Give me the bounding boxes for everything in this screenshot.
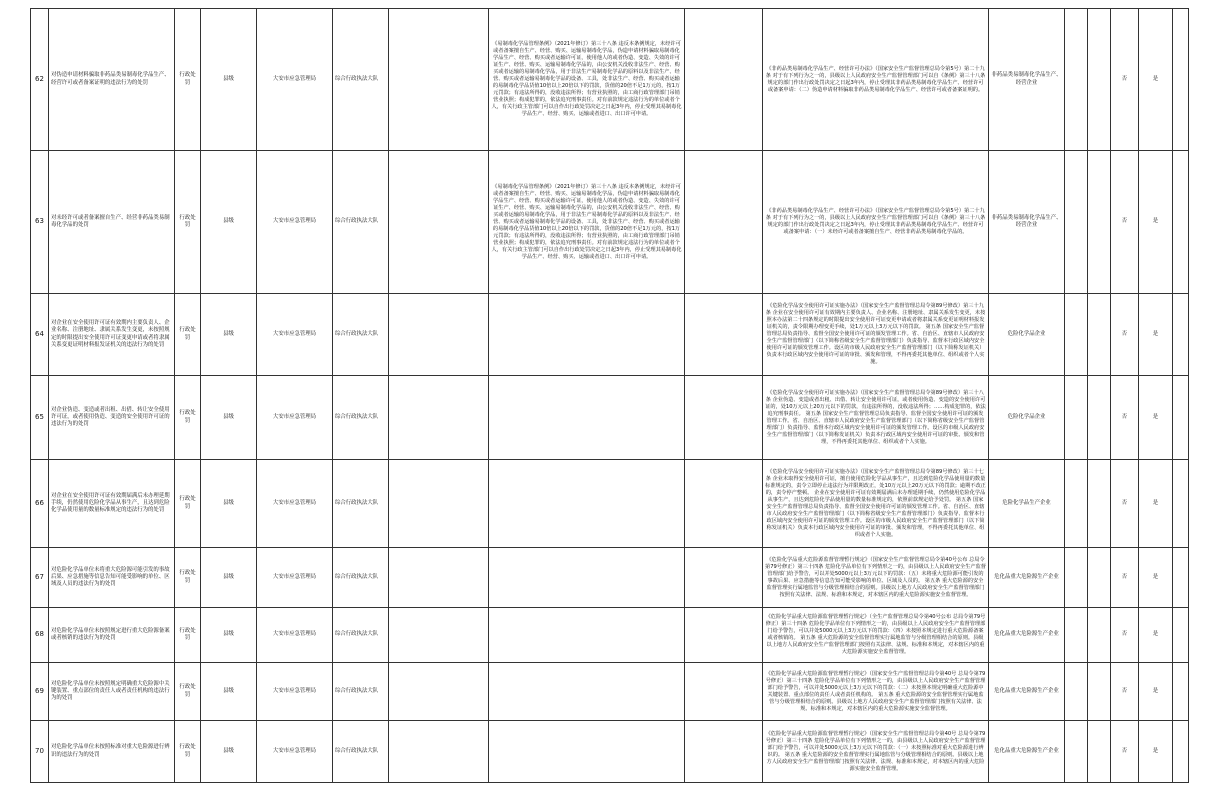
legal-basis: 《易制毒化学品管理条例》（2021年修订）第三十八条 违反本条例规定，未经许可或者备案擅自生产、经营、购买、运输易制毒化学品，伪造申请材料骗取易制毒化学品生产、经营、购买或者运输许可证，使用他人的或者伪造、变造、失效的许可证生产、经营、购买、运输易制毒化学品的，由公安机关没收非法生产、经营、购买或者运输的易制毒化学品，用于非法生产易制毒化学品的原料以及非法生产、经营、购买或者运输易制毒化学品的设备、工具，处非法生产、经营、购买或者运输的易制毒化学品货值10倍以上20倍以下的罚款，货值的20倍不足1万元的，按1万元罚款；有违法所得的，没收违法所得；有营业执照的，由工商行政管理部门吊销营业执照；构成犯罪的，依法追究刑事责任。对有前款规定违法行为的单位或者个人，有关行政主管部门可以自作出行政处罚决定之日起3年内，停止受理其易制毒化学品生产、经营、购买、运输或者进口、出口许可申请。 <box>489 151 685 294</box>
table-row <box>31 9 1189 151</box>
table-row <box>31 294 1189 376</box>
empty-cell <box>1173 294 1189 376</box>
table-row <box>31 151 1189 294</box>
flag-yes: 是 <box>1139 663 1173 721</box>
legal-basis <box>489 460 685 548</box>
table-row <box>31 460 1189 548</box>
regulation-text: 《危险化学品安全使用许可证实施办法》（国家安全生产监督管理总局令第89号修改）第三十七条 企业未取得安全使用许可证，擅自使用危险化学品从事生产，且达到危险化学品使用量的数量标准规定的，责令立即停止违法行为并限期改正，处10万元以上20万元以下的罚款；逾期不改正的，责令停产整顿。 企业在安全使用许可证有效期届满后未办理延期手续，仍然使用危险化学品从事生产，且达到危险化学品使用量的数量标准规定的，依照前款规定给予处罚。 第五条 国家安全生产监督管理总局负责指导、监督全国安全使用许可证的颁发管理工作。省、自治区、直辖市人民政府安全生产监督管理部门（以下简称省级安全生产监督管理部门）负责指导、监督本行政区域内安全使用许可证的颁发管理工作。设区的市级人民政府安全生产监督管理部门（以下简称发证机关）负责本行政区域内安全使用许可证的审批、颁发和管理，不得再委托其他单位、组织或者个人实施。 <box>763 460 989 548</box>
empty-cell <box>685 376 763 460</box>
target-subject: 非药品类易制毒化学品生产、经营企业 <box>989 9 1065 151</box>
enforcement-unit: 综合行政执法大队 <box>333 721 389 783</box>
regulation-text: 《非药品类易制毒化学品生产、经营许可办法》（国家安全生产监督管理总局令第5号）第二十九条 对于有下列行为之一的，县级以上人民政府安全生产监督管理部门可以自《条例》第三十八条规定的部门作出行政处罚决定之日起3年内，停止受理其非药品类易制毒化学品生产、经营许可或备案申请：（一）未经许可或者备案擅自生产、经营非药品类易制毒化学品的。 <box>763 151 989 294</box>
item-type: 行政处罚 <box>175 548 201 608</box>
empty-cell <box>1065 663 1088 721</box>
empty-cell <box>685 608 763 663</box>
enforcement-unit: 综合行政执法大队 <box>333 608 389 663</box>
row-number: 68 <box>31 608 49 663</box>
legal-basis <box>489 721 685 783</box>
empty-cell <box>389 376 489 460</box>
regulation-text: 《危险化学品重大危险源监督管理暂行规定》（全生产监督管理总局令第40号公布 总局令第79号修正）第三十四条 危险化学品单位有下列情形之一的，由县级以上人民政府安全生产监督管理部门给予警告，可以并处5000元以上3万元以下的罚款：（四）未按照本规定进行重大危险源备案或者核销的。 第五条 重大危险源的安全监督管理实行属地监管与分级管理相结合的原则。县级以上地方人民政府安全生产监督管理部门按照有关法律、法规、标准和本规定，对本辖区内的重大危险源实施安全监督管理。 <box>763 608 989 663</box>
exercise-level: 县级 <box>201 294 257 376</box>
regulation-text: 《非药品类易制毒化学品生产、经营许可办法》（国家安全生产监督管理总局令第5号）第二十九条 对于有下列行为之一的，县级以上人民政府安全生产监督管理部门可以自《条例》第三十八条规定的部门作出行政处罚决定之日起3年内，停止受理其非药品类易制毒化学品生产、经营许可或备案申请：（二）伪造申请材料骗取非药品类易制毒化学品生产、经营许可或者备案证明的。 <box>763 9 989 151</box>
department: 大安市应急管理局 <box>257 548 333 608</box>
legal-basis <box>489 663 685 721</box>
empty-cell <box>1088 608 1111 663</box>
empty-cell <box>1173 721 1189 783</box>
row-number: 63 <box>31 151 49 294</box>
table-row <box>31 548 1189 608</box>
item-type: 行政处罚 <box>175 721 201 783</box>
item-name: 对危险化学品单位未按照标准对重大危险源进行辨识的违法行为的处罚 <box>49 721 175 783</box>
item-type: 行政处罚 <box>175 9 201 151</box>
target-subject: 危险化学品生产企业 <box>989 460 1065 548</box>
power-list-table <box>30 8 1189 783</box>
table-row <box>31 376 1189 460</box>
empty-cell <box>389 9 489 151</box>
empty-cell <box>1088 151 1111 294</box>
regulation-text: 《危险化学品重大危险源监督管理暂行规定》（国家安全生产监督管理总局令第40号 总局令第79号修正）第三十四条 危险化学品单位有下列情形之一的，由县级以上人民政府安全生产监督管理部门给予警告，可以并处5000元以上3万元以下的罚款：（一）未按照标准对重大危险源进行辨识的。 第五条 重大危险源的安全监督管理实行属地监管与分级管理相结合的原则。县级以上地方人民政府安全生产监督管理部门按照有关法律、法规、标准和本规定，对本辖区内的重大危险源实施安全监督管理。 <box>763 721 989 783</box>
empty-cell <box>1173 9 1189 151</box>
table-row <box>31 721 1189 783</box>
item-name: 对危险化学品单位未按照规定进行重大危险源备案或者核销的违法行为的处罚 <box>49 608 175 663</box>
flag-yes: 是 <box>1139 9 1173 151</box>
legal-basis: 《易制毒化学品管理条例》（2021年修订）第三十八条 违反本条例规定，未经许可或者备案擅自生产、经营、购买、运输易制毒化学品，伪造申请材料骗取易制毒化学品生产、经营、购买或者运输许可证，使用他人的或者伪造、变造、失效的许可证生产、经营、购买、运输易制毒化学品的，由公安机关没收非法生产、经营、购买或者运输的易制毒化学品，用于非法生产易制毒化学品的原料以及非法生产、经营、购买或者运输易制毒化学品的设备、工具，处非法生产、经营、购买或者运输的易制毒化学品货值10倍以上20倍以下的罚款，货值的20倍不足1万元的，按1万元罚款；有违法所得的，没收违法所得；有营业执照的，由工商行政管理部门吊销营业执照；构成犯罪的，依法追究刑事责任。对有前款规定违法行为的单位或者个人，有关行政主管部门可以自作出行政处罚决定之日起3年内，停止受理其易制毒化学品生产、经营、购买、运输或者进口、出口许可申请。 <box>489 9 685 151</box>
row-number: 70 <box>31 721 49 783</box>
empty-cell <box>1065 9 1088 151</box>
empty-cell <box>389 294 489 376</box>
empty-cell <box>1065 376 1088 460</box>
exercise-level: 县级 <box>201 151 257 294</box>
empty-cell <box>389 721 489 783</box>
empty-cell <box>1173 376 1189 460</box>
target-subject: 非药品类易制毒化学品生产、经营企业 <box>989 151 1065 294</box>
department: 大安市应急管理局 <box>257 721 333 783</box>
empty-cell <box>685 151 763 294</box>
department: 大安市应急管理局 <box>257 151 333 294</box>
flag-yes: 是 <box>1139 376 1173 460</box>
empty-cell <box>1088 376 1111 460</box>
empty-cell <box>1173 663 1189 721</box>
enforcement-unit: 综合行政执法大队 <box>333 294 389 376</box>
target-subject: 危化品重大危险源生产企业 <box>989 608 1065 663</box>
empty-cell <box>1088 663 1111 721</box>
flag-yes: 是 <box>1139 151 1173 294</box>
item-type: 行政处罚 <box>175 294 201 376</box>
empty-cell <box>1065 294 1088 376</box>
row-number: 67 <box>31 548 49 608</box>
flag-yes: 是 <box>1139 294 1173 376</box>
empty-cell <box>1065 721 1088 783</box>
flag-no: 否 <box>1111 294 1139 376</box>
row-number: 64 <box>31 294 49 376</box>
exercise-level: 县级 <box>201 376 257 460</box>
flag-no: 否 <box>1111 151 1139 294</box>
flag-no: 否 <box>1111 9 1139 151</box>
exercise-level: 县级 <box>201 460 257 548</box>
legal-basis <box>489 608 685 663</box>
item-type: 行政处罚 <box>175 376 201 460</box>
item-name: 对未经许可或者备案擅自生产、经营非药品类易制毒化学品的处罚 <box>49 151 175 294</box>
item-name: 对企业伪造、变造或者出租、出借、转让安全使用许可证，或者使用伪造、变造的安全使用许可证的违法行为的处罚 <box>49 376 175 460</box>
flag-no: 否 <box>1111 376 1139 460</box>
legal-basis <box>489 294 685 376</box>
item-type: 行政处罚 <box>175 608 201 663</box>
flag-no: 否 <box>1111 608 1139 663</box>
regulation-text: 《危险化学品重大危险源监督管理暂行规定》（国家安全生产监督管理总局令第40号公布 总局令第79号修正）第三十四条 危险化学品单位有下列情形之一的，由县级以上人民政府安全生产监督管理部门给予警告，可以并处5000元以上3万元以下的罚款：（五）未将重大危险源可能引发的事故后果、应急措施等信息告知可能受影响的单位、区域及人员的。 第五条 重大危险源的安全监督管理实行属地监管与分级管理相结合的原则。县级以上地方人民政府安全生产监督管理部门按照有关法律、法规、标准和本规定，对本辖区内的重大危险源实施安全监督管理。 <box>763 548 989 608</box>
empty-cell <box>1065 548 1088 608</box>
target-subject: 危险化学品企业 <box>989 376 1065 460</box>
row-number: 66 <box>31 460 49 548</box>
exercise-level: 县级 <box>201 663 257 721</box>
row-number: 65 <box>31 376 49 460</box>
item-name: 对危险化学品单位未将重大危险源可能引发的事故后果、应急措施等信息告知可能受影响的单位、区域及人员的违法行为的处罚 <box>49 548 175 608</box>
legal-basis <box>489 548 685 608</box>
empty-cell <box>1088 548 1111 608</box>
empty-cell <box>685 548 763 608</box>
regulation-text: 《危险化学品安全使用许可证实施办法》（国家安全生产监督管理总局令第89号修改）第三十九条 企业在安全使用许可证有效期内主要负责人、企业名称、注册地址、隶属关系发生变更，未按照本办法第二十四条规定的时限提出安全使用许可证变更申请或者将隶属关系变更证明材料报发证机关的，责令限期办理变更手续，处1万元以上3万元以下的罚款。 第五条 国家安全生产监督管理总局负责指导、监督全国安全使用许可证的颁发管理工作。省、自治区、直辖市人民政府安全生产监督管理部门（以下简称省级安全生产监督管理部门）负责指导、监督本行政区域内安全使用许可证的颁发管理工作。设区的市级人民政府安全生产监督管理部门（以下简称发证机关）负责本行政区域内安全使用许可证的审批、颁发和管理，不得再委托其他单位、组织或者个人实施。 <box>763 294 989 376</box>
item-type: 行政处罚 <box>175 663 201 721</box>
regulation-text: 《危险化学品安全使用许可证实施办法》（国家安全生产监督管理总局令第89号修改）第三十八条 企业伪造、变造或者出租、出借、转让安全使用许可证，或者使用伪造、变造的安全使用许可证的，处10万元以上20万元以下的罚款，有违法所得的，没收违法所得；……构成犯罪的，依法追究刑事责任。 第五条 国家安全生产监督管理总局负责指导、监督全国安全使用许可证的颁发管理工作。省、自治区、直辖市人民政府安全生产监督管理部门（以下简称省级安全生产监督管理部门）负责指导、监督本行政区域内安全使用许可证的颁发管理工作。设区的市级人民政府安全生产监督管理部门（以下简称发证机关）负责本行政区域内安全使用许可证的审批、颁发和管理，不得再委托其他单位、组织或者个人实施。 <box>763 376 989 460</box>
item-name: 对企业在安全使用许可证有效期内主要负责人、企业名称、注册地址、隶属关系发生变更，未按照规定的时限提出安全使用许可证变更申请或者将隶属关系变更证明材料报发证机关的违法行为的处罚 <box>49 294 175 376</box>
exercise-level: 县级 <box>201 548 257 608</box>
flag-yes: 是 <box>1139 721 1173 783</box>
target-subject: 危化品重大危险源生产企业 <box>989 548 1065 608</box>
flag-no: 否 <box>1111 548 1139 608</box>
flag-no: 否 <box>1111 663 1139 721</box>
empty-cell <box>1088 721 1111 783</box>
enforcement-unit: 综合行政执法大队 <box>333 663 389 721</box>
target-subject: 危化品重大危险源生产企业 <box>989 721 1065 783</box>
empty-cell <box>1173 608 1189 663</box>
row-number: 62 <box>31 9 49 151</box>
flag-yes: 是 <box>1139 608 1173 663</box>
empty-cell <box>389 151 489 294</box>
empty-cell <box>389 663 489 721</box>
empty-cell <box>389 608 489 663</box>
table-body <box>31 9 1189 783</box>
empty-cell <box>1088 460 1111 548</box>
empty-cell <box>685 460 763 548</box>
department: 大安市应急管理局 <box>257 294 333 376</box>
enforcement-unit: 综合行政执法大队 <box>333 151 389 294</box>
enforcement-unit: 综合行政执法大队 <box>333 548 389 608</box>
table-row <box>31 608 1189 663</box>
flag-yes: 是 <box>1139 460 1173 548</box>
target-subject: 危化品重大危险源生产企业 <box>989 663 1065 721</box>
exercise-level: 县级 <box>201 721 257 783</box>
table-row <box>31 663 1189 721</box>
department: 大安市应急管理局 <box>257 376 333 460</box>
empty-cell <box>685 9 763 151</box>
enforcement-unit: 综合行政执法大队 <box>333 460 389 548</box>
empty-cell <box>685 294 763 376</box>
enforcement-unit: 综合行政执法大队 <box>333 9 389 151</box>
empty-cell <box>1173 548 1189 608</box>
empty-cell <box>685 663 763 721</box>
item-name: 对危险化学品单位未按照规定明确重大危险源中关键装置、重点部位的责任人或者责任机构的违法行为的处罚 <box>49 663 175 721</box>
row-number: 69 <box>31 663 49 721</box>
flag-yes: 是 <box>1139 548 1173 608</box>
empty-cell <box>685 721 763 783</box>
enforcement-unit: 综合行政执法大队 <box>333 376 389 460</box>
empty-cell <box>1173 151 1189 294</box>
exercise-level: 县级 <box>201 608 257 663</box>
empty-cell <box>1065 460 1088 548</box>
empty-cell <box>1065 608 1088 663</box>
target-subject: 危险化学品企业 <box>989 294 1065 376</box>
empty-cell <box>389 460 489 548</box>
legal-basis <box>489 376 685 460</box>
exercise-level: 县级 <box>201 9 257 151</box>
department: 大安市应急管理局 <box>257 9 333 151</box>
department: 大安市应急管理局 <box>257 608 333 663</box>
item-type: 行政处罚 <box>175 151 201 294</box>
department: 大安市应急管理局 <box>257 663 333 721</box>
item-type: 行政处罚 <box>175 460 201 548</box>
empty-cell <box>1088 9 1111 151</box>
department: 大安市应急管理局 <box>257 460 333 548</box>
item-name: 对伪造申请材料骗取非药品类易制毒化学品生产、经营许可或者备案证明的违法行为的处罚 <box>49 9 175 151</box>
flag-no: 否 <box>1111 721 1139 783</box>
regulation-text: 《危险化学品重大危险源监督管理暂行规定》（国家安全生产监督管理总局令第40号 总局令第79号修正）第三十四条 危险化学品单位有下列情形之一的，由县级以上人民政府安全生产监督管理部门给予警告，可以并处5000元以上3万元以下的罚款：（二）未按照本规定明确重大危险源中关键装置、重点部位的责任人或者责任机构的。 第五条 重大危险源的安全监督管理实行属地监管与分级管理相结合的原则。县级以上地方人民政府安全生产监督管理部门按照有关法律、法规、标准和本规定，对本辖区内的重大危险源实施安全监督管理。 <box>763 663 989 721</box>
empty-cell <box>1173 460 1189 548</box>
empty-cell <box>1065 151 1088 294</box>
empty-cell <box>389 548 489 608</box>
empty-cell <box>1088 294 1111 376</box>
flag-no: 否 <box>1111 460 1139 548</box>
item-name: 对企业在安全使用许可证有效期届满后未办理延期手续，仍然使用危险化学品从事生产，且达到危险化学品使用量的数量标准规定的违法行为的处罚 <box>49 460 175 548</box>
